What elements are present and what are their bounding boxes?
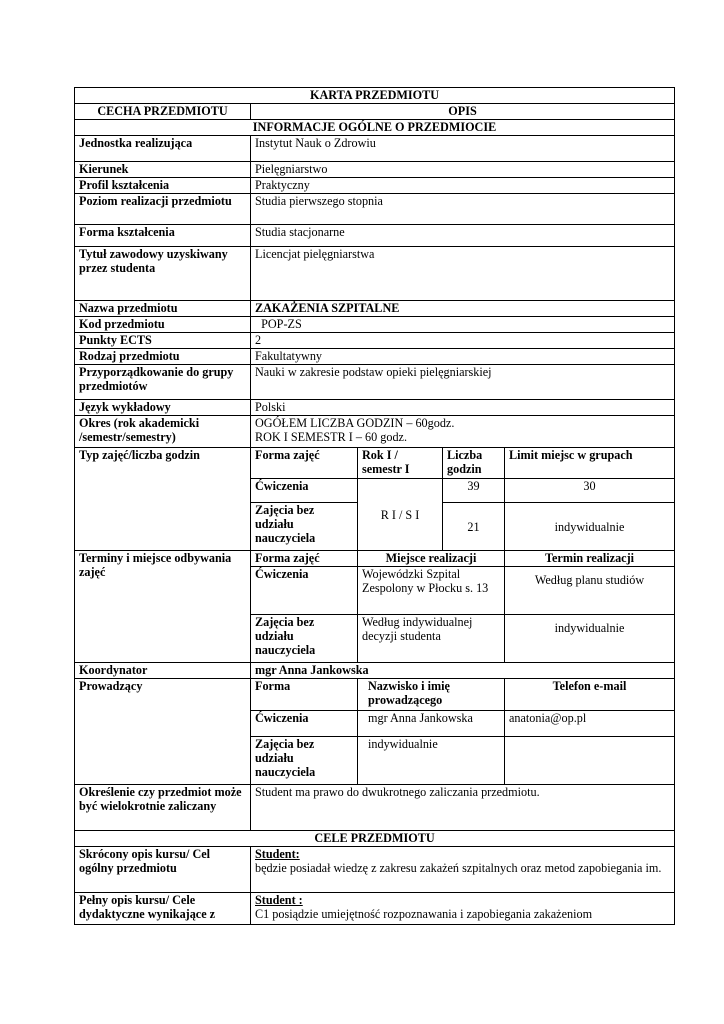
prowadzacy-row-samodzielne-nazwisko: indywidualnie [358,737,505,785]
prowadzacy-row-cwiczenia-nazwisko: mgr Anna Jankowska [358,711,505,737]
label-jednostka: Jednostka realizująca [75,136,251,162]
label-koordynator: Koordynator [75,663,251,679]
column-header-feature: CECHA PRZEDMIOTU [75,104,251,120]
label-typ-zajec: Typ zajęć/liczba godzin [75,448,251,551]
value-wielokrotnie: Student ma prawo do dwukrotnego zaliczania przedmiotu. [251,785,675,831]
value-forma-ksztalcenia: Studia stacjonarne [251,225,675,247]
value-nazwa-przedmiotu: ZAKAŻENIA SZPITALNE [251,301,675,317]
label-nazwa-przedmiotu: Nazwa przedmiotu [75,301,251,317]
typ-row-samodzielne-liczba: 21 [443,503,505,551]
short-student-heading: Student: [255,847,300,861]
value-poziom: Studia pierwszego stopnia [251,194,675,225]
value-jednostka: Instytut Nauk o Zdrowiu [251,136,675,162]
prowadzacy-row-cwiczenia-forma: Ćwiczenia [251,711,358,737]
value-rodzaj: Fakultatywny [251,349,675,365]
value-jezyk: Polski [251,400,675,416]
label-ects: Punkty ECTS [75,333,251,349]
label-poziom: Poziom realizacji przedmiotu [75,194,251,225]
terminy-row-samodzielne-miejsce: Według indywidualnej decyzji studenta [358,615,505,663]
typ-rok-value: R I / S I [358,479,443,551]
label-przyporzadkowanie: Przyporządkowanie do grupy przedmiotów [75,365,251,400]
label-tytul: Tytuł zawodowy uzyskiwany przez studenta [75,247,251,301]
typ-header-forma: Forma zajęć [251,448,358,479]
prowadzacy-row-samodzielne-email [505,737,675,785]
terminy-row-samodzielne-termin: indywidualnie [505,615,675,663]
value-ects: 2 [251,333,675,349]
terminy-row-samodzielne-forma: Zajęcia bez udziału nauczyciela [251,615,358,663]
card-title: KARTA PRZEDMIOTU [75,88,675,104]
label-okres: Okres (rok akademicki /semestr/semestry) [75,416,251,448]
label-kod: Kod przedmiotu [75,317,251,333]
label-pelny-opis: Pełny opis kursu/ Cele dydaktyczne wynikające z [75,893,251,925]
value-pelny-opis [251,893,675,925]
value-okres [251,416,675,448]
typ-header-limit: Limit miejsc w grupach [505,448,675,479]
prowadzacy-row-samodzielne-forma: Zajęcia bez udziału nauczyciela [251,737,358,785]
typ-header-liczba: Liczba godzin [443,448,505,479]
label-rodzaj: Rodzaj przedmiotu [75,349,251,365]
okres-line-total: OGÓŁEM LICZBA GODZIN – 60godz. [255,416,455,430]
terminy-header-forma: Forma zajęć [251,551,358,567]
prowadzacy-header-forma: Forma [251,679,358,711]
typ-row-cwiczenia-liczba: 39 [443,479,505,503]
label-skrocony-opis: Skrócony opis kursu/ Cel ogólny przedmiotu [75,847,251,893]
course-card-table [74,87,675,925]
label-wielokrotnie: Określenie czy przedmiot może być wielokrotnie zaliczany [75,785,251,831]
section-cele: CELE PRZEDMIOTU [75,831,675,847]
terminy-row-cwiczenia-termin: Według planu studiów [505,567,675,615]
short-goal-text: będzie posiadał wiedzę z zakresu zakażeń szpitalnych oraz metod zapobiegania im. [255,861,662,875]
section-general-info: INFORMACJE OGÓLNE O PRZEDMIOCIE [75,120,675,136]
column-header-description: OPIS [251,104,675,120]
value-skrocony-opis [251,847,675,893]
terminy-row-cwiczenia-miejsce: Wojewódzki Szpital Zespolony w Płocku s. 13 [358,567,505,615]
value-kierunek: Pielęgniarstwo [251,162,675,178]
okres-line-semester: ROK I SEMESTR I – 60 godz. [255,430,408,444]
label-jezyk: Język wykładowy [75,400,251,416]
label-profil: Profil kształcenia [75,178,251,194]
typ-header-rok: Rok I / semestr I [358,448,443,479]
prowadzacy-header-telefon: Telefon e-mail [505,679,675,711]
label-kierunek: Kierunek [75,162,251,178]
label-prowadzacy: Prowadzący [75,679,251,785]
value-tytul: Licencjat pielęgniarstwa [251,247,675,301]
full-goal-text: C1 posiądzie umiejętność rozpoznawania i zapobiegania zakażeniom [255,907,593,921]
label-forma-ksztalcenia: Forma kształcenia [75,225,251,247]
terminy-header-miejsce: Miejsce realizacji [358,551,505,567]
typ-row-samodzielne-forma: Zajęcia bez udziału nauczyciela [251,503,358,551]
value-koordynator: mgr Anna Jankowska [251,663,675,679]
typ-row-cwiczenia-limit: 30 [505,479,675,503]
typ-row-cwiczenia-forma: Ćwiczenia [251,479,358,503]
typ-row-samodzielne-limit: indywidualnie [505,503,675,551]
value-przyporzadkowanie: Nauki w zakresie podstaw opieki pielęgniarskiej [251,365,675,400]
value-kod: POP-ZS [251,317,675,333]
value-profil: Praktyczny [251,178,675,194]
full-student-heading: Student : [255,893,303,907]
prowadzacy-row-cwiczenia-email: anatonia@op.pl [505,711,675,737]
terminy-row-cwiczenia-forma: Ćwiczenia [251,567,358,615]
prowadzacy-header-nazwisko: Nazwisko i imię prowadzącego [358,679,505,711]
label-terminy: Terminy i miejsce odbywania zajęć [75,551,251,663]
terminy-header-termin: Termin realizacji [505,551,675,567]
